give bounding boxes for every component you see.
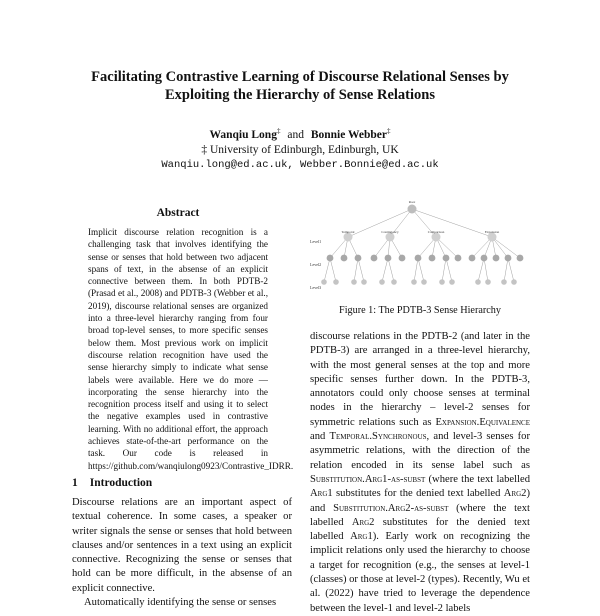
and-word: and bbox=[287, 128, 304, 141]
text-run: substitutes for the denied text labelled bbox=[310, 516, 530, 543]
section-heading bbox=[72, 477, 164, 489]
sense-label: Temporal.Synchronous bbox=[329, 431, 427, 443]
title-line-2: Exploiting the Hierarchy of Sense Relations bbox=[165, 87, 435, 103]
level2-nodes bbox=[327, 255, 524, 262]
right-column-body bbox=[310, 330, 530, 616]
paper-title bbox=[40, 68, 560, 104]
author-block bbox=[40, 124, 560, 173]
intro-paragraph-1: Discourse relations are an important aspect of textual coherence. In some cases, a speaker or writer signals the sense or senses that hold between clauses and/or sentences in a text using an explicit connective. Recognizing the sense or senses that hold can be more difficult, in the absense of an explicit connective. bbox=[72, 497, 292, 594]
section-number: 1 bbox=[72, 477, 78, 489]
text-run: (where the text labelled bbox=[425, 473, 530, 485]
abstract-heading: Abstract bbox=[156, 207, 200, 219]
arg-label: Arg2 bbox=[351, 516, 375, 528]
arg-label: Arg1 bbox=[310, 488, 333, 500]
sense-label: Substitution.Arg1-as-subst bbox=[310, 473, 426, 485]
abstract-body bbox=[88, 226, 294, 472]
level1-label-expansion: Expansion bbox=[484, 230, 500, 234]
text-run: ). Early work on recognizing the implicit relations only used the hierarchy to choose a target for recognition (e.g., the senses at level-1 (classes) or those at level-2 (types). Recently, Wu et al. (2022) have tried to leverage the dependence between the level-1 and level-2 labels bbox=[310, 531, 530, 614]
figure-caption: Figure 1: The PDTB-3 Sense Hierarchy bbox=[339, 305, 501, 316]
title-line-1: Facilitating Contrastive Learning of Discourse Relational Senses by bbox=[91, 69, 509, 85]
text-run: , and level-3 senses for asymmetric relations, with the direction of the relation encoded in its sense label such as bbox=[310, 431, 530, 471]
intro-paragraph-2: Automatically identifying the sense or senses bbox=[84, 597, 277, 609]
level1-label-contingency: Contingency bbox=[381, 230, 399, 234]
section-title: Introduction bbox=[89, 477, 153, 489]
level2-axis-label: Level2 bbox=[310, 262, 322, 267]
author-1: Wanqiu Long bbox=[209, 128, 277, 141]
introduction-body bbox=[72, 496, 292, 610]
text-run: ) and bbox=[310, 488, 530, 514]
text-run: (where the text labelled bbox=[310, 502, 530, 528]
sense-hierarchy-figure bbox=[308, 200, 532, 300]
author-2: Bonnie Webber bbox=[310, 128, 387, 141]
level1-label-comparison: Comparison bbox=[427, 230, 445, 234]
sense-label: Substitution.Arg2-as-subst bbox=[333, 502, 449, 514]
level3-axis-label: Level3 bbox=[310, 285, 322, 290]
sense-label: Expansion.Equivalence bbox=[435, 416, 530, 428]
text-run: substitutes for the denied text labelled bbox=[332, 488, 504, 500]
arg-label: Arg1 bbox=[350, 531, 373, 543]
level3-nodes bbox=[321, 279, 517, 285]
author-names bbox=[40, 124, 560, 143]
arg-label: Arg2 bbox=[503, 488, 527, 500]
root-label: Root bbox=[408, 200, 416, 204]
text-run: discourse relations in the PDTB-2 (and later in the PDTB-3) are arranged in a three-level hierarchy, with the most general senses at the top and more specific senses further down. In the PDTB-3, annotators could only choose senses at terminal nodes in the hierarchy – level-2 senses for symmetric relations such as bbox=[310, 331, 530, 428]
level1-axis-label: Level1 bbox=[310, 239, 322, 244]
author-emails: Wanqiu.long@ed.ac.uk, Webber.Bonnie@ed.ac.uk bbox=[161, 158, 439, 171]
author-2-mark: ‡ bbox=[386, 127, 391, 135]
affiliation: ‡ University of Edinburgh, Edinburgh, UK bbox=[201, 143, 399, 156]
text-run: and bbox=[310, 431, 330, 443]
abstract-text: Implicit discourse relation recognition is a challenging task that involves identifying the sense or senses that hold between two adjacent spans of text, in the absense of an explicit connective between them. In both PDTB-2 (Prasad et al., 2008) and PDTB-3 (Webber et al., 2019), discourse relational senses are organized into a three-level hierarchy ranging from four broad top-level senses, to more specific senses below them. Most previous work on implicit discourse relation recognition have used the sense hierarchy simply to indicate what sense labels were available. Here we do more — incorporating the sense hierarchy into the recognition process itself and using it to select the negative examples used in contrastive learning. With no additional effort, the approach achieves state-of-the-art performance on the task. Our code is released in https://github.com/wanqiulong0923/Contrastive_IDRR. bbox=[88, 227, 294, 471]
hierarchy-edges bbox=[324, 209, 520, 282]
root-node bbox=[408, 205, 417, 214]
author-1-mark: ‡ bbox=[276, 127, 281, 135]
right-paragraph bbox=[310, 330, 530, 616]
level1-label-temporal: Temporal bbox=[341, 230, 355, 234]
